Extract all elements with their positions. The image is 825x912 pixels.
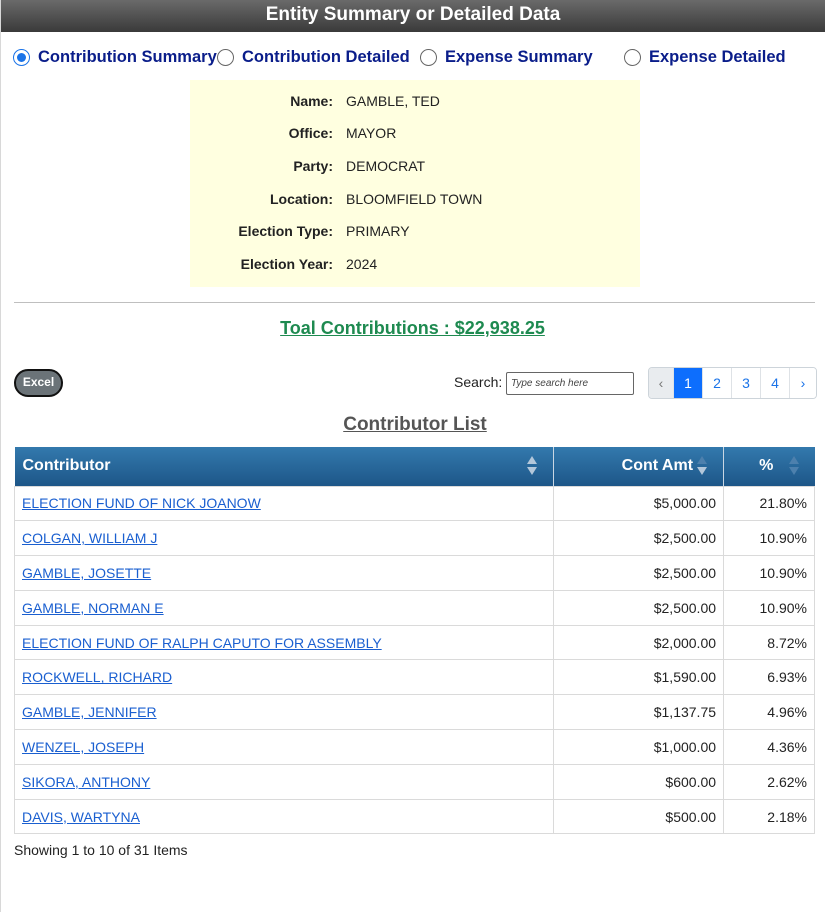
info-label: Election Type: [238,223,333,239]
amount-cell: $5,000.00 [554,486,724,521]
showing-count: Showing 1 to 10 of 31 Items [14,842,188,858]
info-label: Election Year: [240,256,333,272]
table-row [15,625,815,660]
contributor-cell [15,730,554,765]
amount-cell: $500.00 [554,799,724,834]
info-value: MAYOR [346,125,397,141]
contributor-list-title: Contributor List [343,414,487,435]
percent-cell: 8.72% [724,625,815,660]
contributor-link[interactable]: SIKORA, ANTHONY [22,773,151,790]
info-value: 2024 [346,256,378,272]
contributor-cell [15,625,554,660]
info-value: BLOOMFIELD TOWN [346,191,483,207]
contributor-cell [15,799,554,834]
contributor-cell [15,764,554,799]
radio-checked-icon[interactable] [13,49,30,66]
percent-cell: 21.80% [724,486,815,521]
info-label: Party: [293,158,333,174]
radio-unchecked-icon[interactable] [420,49,437,66]
percent-cell: 4.36% [724,730,815,765]
page-title: Entity Summary or Detailed Data [265,4,561,25]
contributor-link[interactable]: DAVIS, WARTYNA [22,808,140,825]
info-label: Name: [290,93,333,109]
table-row [15,730,815,765]
column-header-percent[interactable] [724,447,815,486]
pagination-page-1[interactable]: 1 [674,368,703,398]
view-selector [1,48,825,82]
column-header-label[interactable]: Cont Amt [621,457,694,475]
radio-label[interactable]: Contribution Summary [38,48,217,66]
contributor-link[interactable]: COLGAN, WILLIAM J [22,530,158,547]
radio-expense-summary[interactable] [420,48,593,67]
info-value: DEMOCRAT [346,158,426,174]
excel-export-button[interactable]: Excel [14,369,63,397]
contributor-cell [15,556,554,591]
info-value: PRIMARY [346,223,410,239]
radio-label[interactable]: Contribution Detailed [242,48,410,66]
amount-cell: $1,000.00 [554,730,724,765]
table-row [15,556,815,591]
contributor-link[interactable]: WENZEL, JOSEPH [22,738,145,755]
info-row-election-year [190,254,640,274]
table-row [15,799,815,834]
amount-cell: $1,590.00 [554,660,724,695]
radio-expense-detailed[interactable] [624,48,786,67]
percent-cell: 10.90% [724,556,815,591]
info-row-name [190,91,640,111]
pagination-next-button[interactable]: › [790,368,816,398]
section-divider [14,302,815,303]
info-label: Office: [288,125,333,141]
amount-cell: $600.00 [554,764,724,799]
info-label: Location: [270,191,333,207]
info-row-office [190,123,640,143]
contributor-link[interactable]: GAMBLE, JOSETTE [22,564,152,581]
page-header [1,0,825,32]
radio-label[interactable]: Expense Summary [445,48,593,66]
percent-cell: 10.90% [724,590,815,625]
contributor-cell [15,695,554,730]
radio-unchecked-icon[interactable] [624,49,641,66]
contributor-link[interactable]: GAMBLE, NORMAN E [22,599,164,616]
amount-cell: $2,500.00 [554,556,724,591]
search-label: Search: [454,374,503,390]
contributor-cell [15,521,554,556]
percent-cell: 2.18% [724,799,815,834]
percent-cell: 6.93% [724,660,815,695]
pagination-page-3[interactable]: 3 [732,368,761,398]
total-contributions: Toal Contributions : $22,938.25 [280,318,545,338]
sort-desc-icon[interactable] [697,456,707,476]
pagination [648,367,817,399]
search-input[interactable] [506,372,634,395]
pagination-page-4[interactable]: 4 [761,368,790,398]
contributor-link[interactable]: GAMBLE, JENNIFER [22,704,157,721]
radio-label[interactable]: Expense Detailed [649,48,786,66]
amount-cell: $2,500.00 [554,590,724,625]
contributor-cell [15,486,554,521]
amount-cell: $2,000.00 [554,625,724,660]
info-row-party [190,156,640,176]
entity-info-panel [190,80,640,287]
info-row-location [190,189,640,209]
table-row [15,764,815,799]
contributor-link[interactable]: ELECTION FUND OF RALPH CAPUTO FOR ASSEMBLY [22,634,382,651]
column-header-label[interactable]: % [759,457,774,475]
table-row [15,660,815,695]
pagination-prev-button[interactable]: ‹ [649,368,674,398]
percent-cell: 2.62% [724,764,815,799]
amount-cell: $1,137.75 [554,695,724,730]
column-header-amount[interactable] [554,447,724,486]
radio-contribution-detailed[interactable] [217,48,410,67]
contributor-link[interactable]: ROCKWELL, RICHARD [22,669,173,686]
contributor-cell [15,660,554,695]
pagination-page-2[interactable]: 2 [703,368,732,398]
contributor-table [14,447,815,834]
column-header-label[interactable]: Contributor [22,457,111,475]
info-value: GAMBLE, TED [346,93,440,109]
contributor-cell [15,590,554,625]
percent-cell: 4.96% [724,695,815,730]
radio-unchecked-icon[interactable] [217,49,234,66]
sort-icon[interactable] [789,456,799,476]
table-row [15,486,815,521]
amount-cell: $2,500.00 [554,521,724,556]
contributor-link[interactable]: ELECTION FUND OF NICK JOANOW [22,495,261,512]
table-row [15,590,815,625]
info-row-election-type [190,221,640,241]
table-row [15,695,815,730]
table-header-row [15,447,815,486]
column-header-contributor[interactable] [15,447,554,486]
percent-cell: 10.90% [724,521,815,556]
radio-contribution-summary[interactable] [13,48,217,67]
sort-icon[interactable] [527,456,537,476]
table-row [15,521,815,556]
